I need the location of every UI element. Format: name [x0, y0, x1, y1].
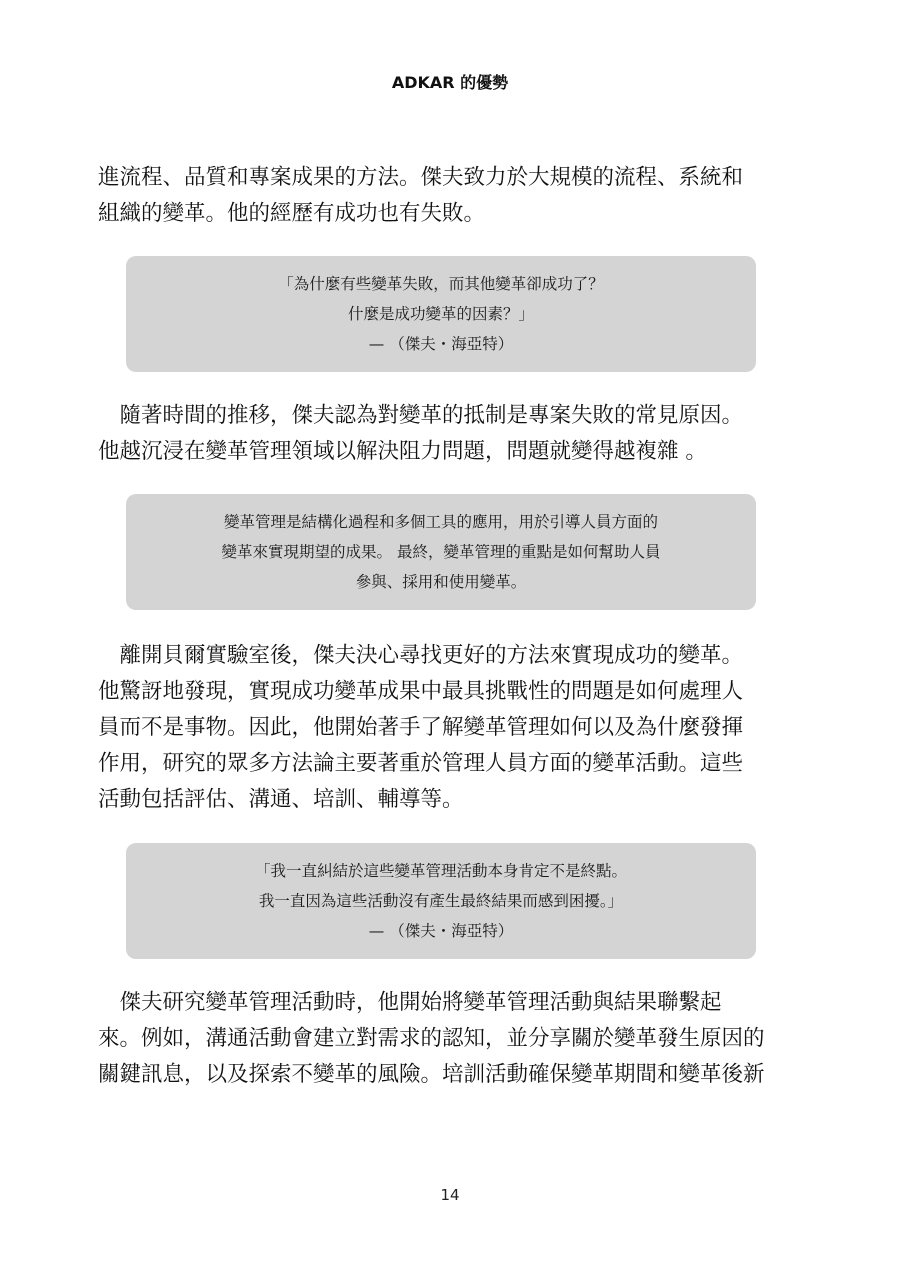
callout-line: 變革來實現期望的成果。 最終，變革管理的重點是如何幫助人員: [221, 543, 661, 561]
body-paragraph: [98, 985, 782, 1093]
quote-line: 「為什麼有些變革失敗，而其他變革卻成功了？: [278, 275, 604, 293]
callout-box: [126, 494, 756, 610]
body-paragraph: [98, 638, 782, 818]
paragraph-line: 來。例如，溝通活動會建立對需求的認知，並分享關於變革發生原因的: [98, 1026, 765, 1051]
paragraph-line: 進流程、品質和專案成果的方法。傑夫致力於大規模的流程、系統和: [98, 165, 744, 190]
quote-line: 什麼是成功變革的因素？」: [347, 305, 534, 323]
quote-attribution: — （傑夫・海亞特）: [368, 922, 514, 940]
quote-line: 我一直因為這些活動沒有產生最終結果而感到困擾。」: [258, 892, 624, 910]
paragraph-line: 隨著時間的推移，傑夫認為對變革的抵制是專案失敗的常見原因。: [98, 403, 744, 428]
paragraph-line: 作用，研究的眾多方法論主要著重於管理人員方面的變革活動。這些: [98, 751, 744, 776]
quote-attribution: — （傑夫・海亞特）: [368, 335, 514, 353]
callout-line: 變革管理是結構化過程和多個工具的應用，用於引導人員方面的: [223, 513, 658, 531]
paragraph-line: 組織的變革。他的經歷有成功也有失敗。: [98, 201, 486, 226]
callout-line: 參與、採用和使用變革。: [355, 573, 527, 591]
paragraph-line: 傑夫研究變革管理活動時，他開始將變革管理活動與結果聯繫起: [98, 990, 722, 1015]
paragraph-line: 他越沉浸在變革管理領域以解決阻力問題，問題就變得越複雜 。: [98, 439, 707, 464]
paragraph-line: 員而不是事物。因此，他開始著手了解變革管理如何以及為什麼發揮: [98, 715, 744, 740]
running-header: ADKAR 的優勢: [391, 73, 509, 92]
quote-box: [126, 843, 756, 959]
paragraph-line: 他驚訝地發現，實現成功變革成果中最具挑戰性的問題是如何處理人: [98, 679, 744, 704]
body-paragraph: [98, 398, 782, 470]
quote-line: 「我一直糾結於這些變革管理活動本身肯定不是終點。: [254, 862, 627, 880]
quote-box: [126, 256, 756, 372]
page-number: 14: [440, 1186, 460, 1204]
paragraph-line: 關鍵訊息，以及探索不變革的風險。培訓活動確保變革期間和變革後新: [98, 1062, 765, 1087]
paragraph-line: 離開貝爾實驗室後，傑夫決心尋找更好的方法來實現成功的變革。: [98, 643, 744, 668]
body-paragraph: [98, 160, 782, 232]
paragraph-line: 活動包括評估、溝通、培訓、輔導等。: [98, 787, 464, 812]
